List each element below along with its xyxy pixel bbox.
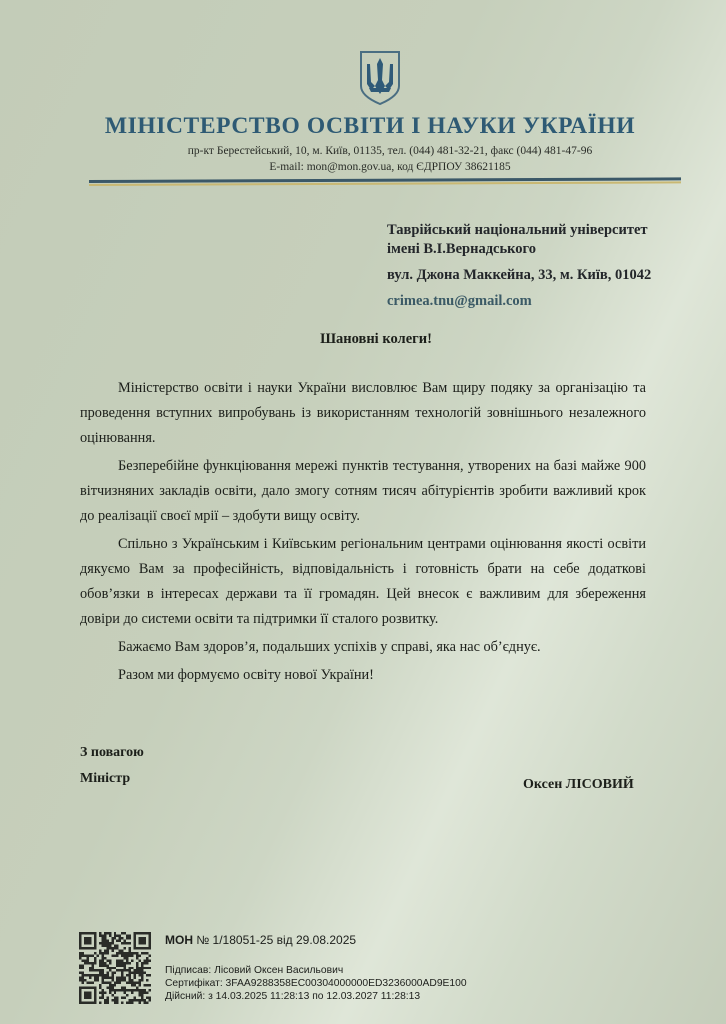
registration-number — [165, 933, 356, 947]
body-paragraph: Разом ми формуємо освіту нової України! — [118, 667, 374, 683]
ministry-contacts: E-mail: mon@mon.gov.ua, код ЄДРПОУ 38621185 — [269, 161, 511, 173]
coat-of-arms-icon — [359, 50, 401, 106]
signer-name: Оксен ЛІСОВИЙ — [523, 777, 634, 792]
certificate-validity: Дійсний: з 14.03.2025 11:28:13 по 12.03.2027 11:28:13 — [165, 991, 421, 1002]
letter-body — [80, 376, 646, 688]
body-paragraph: Спільно з Українським і Київським регіональним центрами оцінювання якості освіти дякуємо Вам за професійність, відповідальність і готовність брати на себе додаткові обов’язки в інтересах держави та її громадян. Цей внесок є важливим для збереження довіри до системи освіти та підтримки її сталого розвитку. — [80, 536, 646, 627]
closing-regards: З повагою — [80, 745, 144, 760]
signature-info — [165, 964, 467, 1003]
ministry-title: МІНІСТЕРСТВО ОСВІТИ І НАУКИ УКРАЇНИ — [104, 113, 636, 139]
recipient-email: crimea.tnu@gmail.com — [387, 293, 532, 309]
body-paragraph: Міністерство освіти і науки України висловлює Вам щиру подяку за організацію та проведення вступних випробувань із використанням технологій зовнішнього незалежного оцінювання. — [80, 380, 646, 446]
body-paragraph: Бажаємо Вам здоров’я, подальших успіхів у справі, яка нас об’єднує. — [118, 639, 541, 655]
ministry-address: пр-кт Берестейський, 10, м. Київ, 01135, тел. (044) 481-32-21, факс (044) 481-47-96 — [187, 145, 593, 157]
registration-org: МОН — [165, 933, 193, 947]
signer-position: Міністр — [80, 771, 131, 786]
recipient-street: вул. Джона Маккейна, 33, м. Київ, 01042 — [387, 267, 652, 283]
recipient-name-line1: Таврійський національний університет — [387, 222, 648, 238]
salutation: Шановні колеги! — [320, 331, 432, 347]
qr-code-icon — [79, 932, 151, 1004]
signed-by: Підписав: Лісовий Оксен Васильович — [165, 965, 344, 976]
recipient-name-line2: імені В.І.Вернадського — [387, 241, 537, 257]
certificate-id: Сертифікат: 3FAA9288358EC00304000000ED3236000AD9E100 — [165, 978, 467, 989]
body-paragraph: Безперебійне функціювання мережі пунктів тестування, утворених на базі майже 900 вітчизняних закладів освіти, дало змогу сотням тисяч абітурієнтів зробити важливий крок до реалізації своєї мрії – здобути вищу освіту. — [80, 458, 646, 524]
recipient-block — [387, 221, 651, 311]
closing-block — [80, 740, 144, 792]
registration-value: № 1/18051-25 від 29.08.2025 — [196, 933, 357, 947]
